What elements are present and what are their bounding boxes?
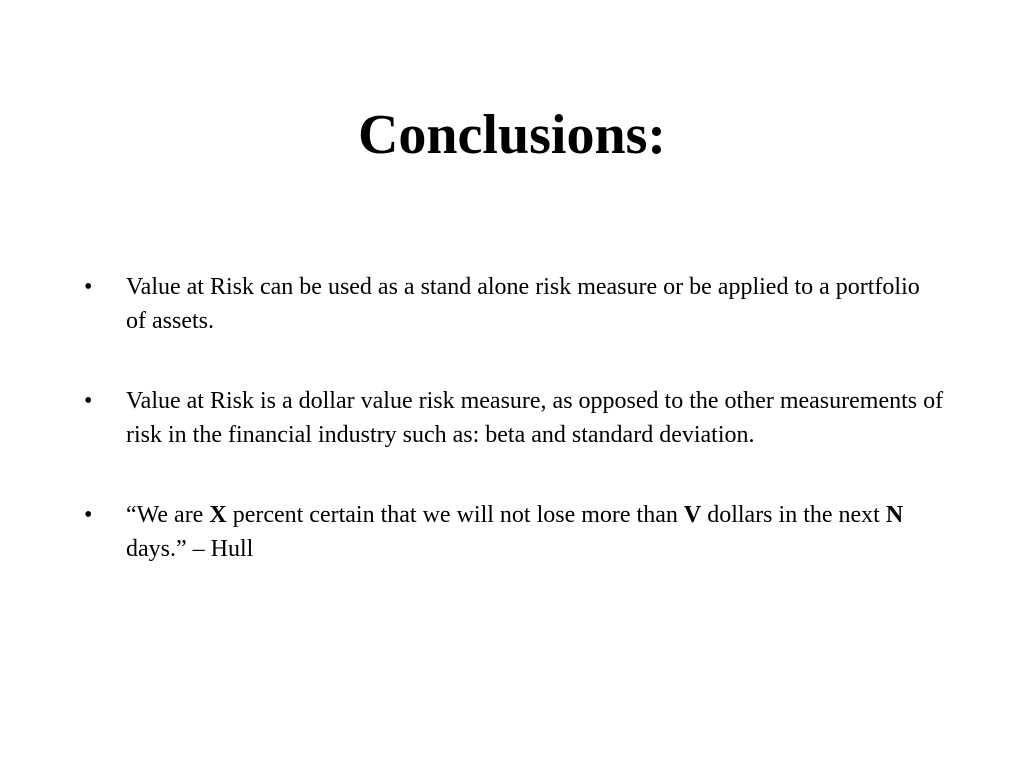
quote-text xyxy=(126,502,903,562)
bullet-item xyxy=(84,384,944,452)
quote-segment: days.” – Hull xyxy=(126,536,254,562)
quote-variable-n: N xyxy=(885,502,904,528)
slide-title: Conclusions: xyxy=(357,104,667,166)
bullet-text: Value at Risk is a dollar value risk measure, as opposed to the other measurements of risk in the financial industry such as: beta and standard deviation. xyxy=(126,388,944,448)
bullet-marker-icon: • xyxy=(84,388,93,414)
bullet-item xyxy=(84,498,944,566)
bullet-marker-icon: • xyxy=(84,274,93,300)
bullet-list xyxy=(84,270,944,612)
quote-segment: percent certain that we will not lose more than xyxy=(226,502,684,528)
quote-variable-v: V xyxy=(683,502,702,528)
bullet-marker-icon: • xyxy=(84,502,93,528)
bullet-text: Value at Risk can be used as a stand alone risk measure or be applied to a portfolio of assets. xyxy=(126,274,920,334)
quote-segment: dollars in the next xyxy=(701,502,886,528)
quote-variable-x: X xyxy=(209,502,227,528)
quote-segment: “We are xyxy=(126,502,210,528)
bullet-item xyxy=(84,270,944,338)
